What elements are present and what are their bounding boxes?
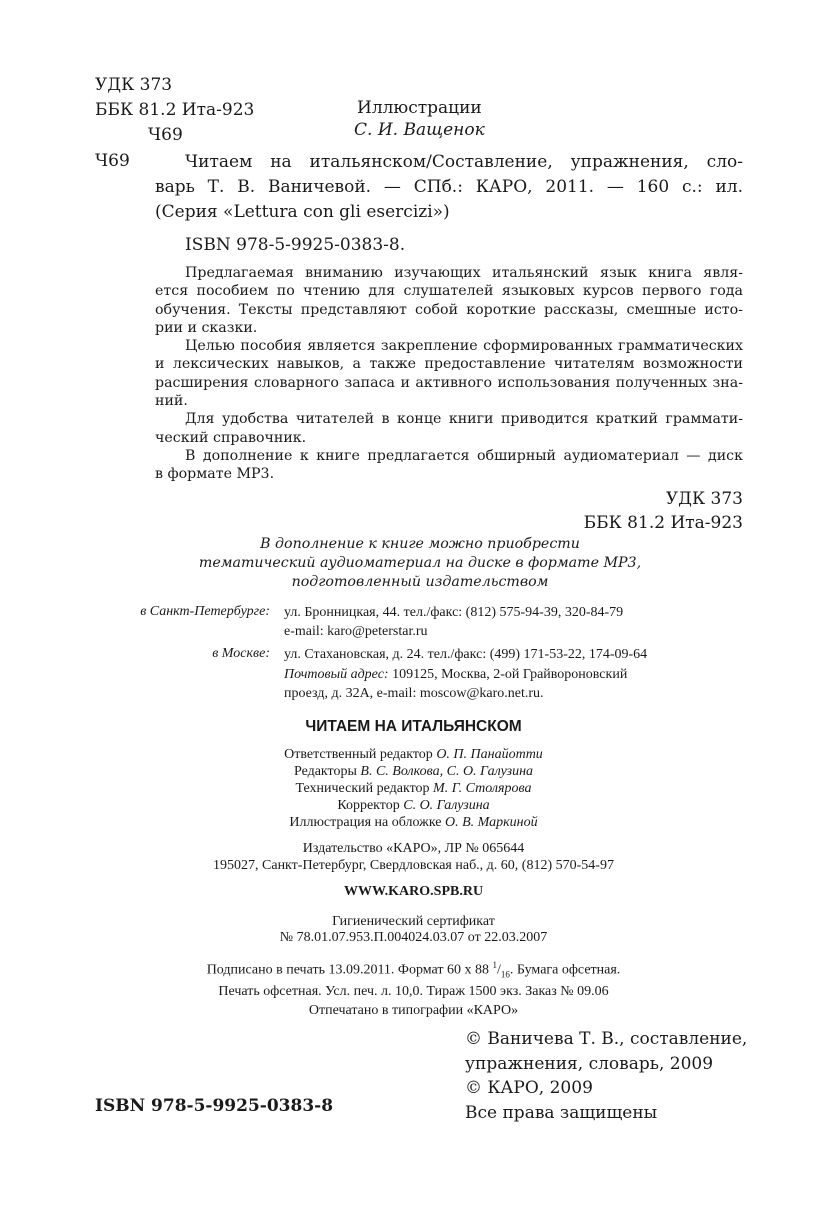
credit-line	[0, 814, 827, 831]
catalog-line: (Серия «Lettura con gli esercizi»)	[155, 202, 450, 222]
certificate	[0, 914, 827, 946]
credit-line	[0, 763, 827, 780]
contact-msk-postal	[284, 665, 647, 685]
annotation-line: В дополнение к книге предлагается обширный аудиоматериал — диск	[185, 447, 743, 464]
audio-note-line: подготовленный издательством	[291, 574, 549, 590]
certificate-title: Гигиенический сертификат	[332, 914, 495, 929]
annotation-line: Предлагаемая вниманию изучающих итальянский язык книга явля-	[185, 265, 743, 281]
udk-code: УДК 373	[95, 75, 173, 95]
rights-reserved: Все права защищены	[465, 1102, 658, 1123]
copyright	[465, 1027, 747, 1125]
contact-spb-email: e-mail: karo@peterstar.ru	[284, 624, 428, 639]
copyright-line: © КАРО, 2009	[465, 1078, 593, 1098]
print-text: Подписано в печать 13.09.2011. Формат 60 x 88	[206, 962, 493, 978]
illustrator-name: С. И. Ващенок	[354, 120, 485, 140]
credit-name: В. С. Волкова, С. О. Галузина	[360, 764, 534, 779]
contact-msk-address: ул. Стахановская, д. 24. тел./факс: (499) 171-53-22, 174-09-64	[284, 647, 648, 662]
copyright-line: упражнения, словарь, 2009	[465, 1053, 714, 1074]
audio-note-line: В дополнение к книге можно приобрести	[260, 536, 580, 552]
contact-spb-label: в Санкт-Петербурге:	[140, 604, 270, 619]
catalog-mark: Ч69	[95, 151, 130, 171]
author-mark: Ч69	[148, 125, 183, 145]
bbk-code: ББК 81.2 Ита-923	[95, 100, 255, 120]
print-text: . Бумага офсетная.	[509, 962, 621, 978]
annotation-line: Целью пособия является закрепление сформированных грамматических	[185, 338, 743, 355]
annotation-line: Для удобства читателей в конце книги приводится краткий граммати-	[185, 411, 743, 428]
audio-note-line: тематический аудиоматериал на диске в формате MP3,	[198, 555, 642, 571]
publisher-license: Издательство «КАРО», ЛР № 065644	[302, 841, 525, 856]
credit-line	[0, 746, 827, 763]
credit-role: Редакторы	[293, 764, 361, 779]
annotation-line: ческий справочник.	[155, 429, 307, 446]
credit-name: С. О. Галузина	[403, 798, 490, 813]
print-info	[0, 957, 827, 1000]
publisher-address: 195027, Санкт-Петербург, Свердловская наб., д. 60, (812) 570-54-97	[213, 858, 614, 873]
credits	[0, 746, 827, 831]
catalog-isbn: ISBN 978-5-9925-0383-8.	[185, 235, 406, 255]
credit-line	[0, 780, 827, 797]
annotation	[155, 264, 743, 484]
contact-msk-email: проезд, д. 32А, e-mail: moscow@karo.net.ru.	[284, 686, 544, 701]
annotation-line: в формате MP3.	[155, 466, 275, 483]
illustrations-label: Иллюстрации	[357, 98, 482, 118]
credit-role: Корректор	[337, 798, 404, 813]
annotation-udk: УДК 373	[665, 489, 743, 509]
credit-role: Иллюстрация на обложке	[289, 815, 445, 830]
contact-msk	[284, 645, 647, 704]
annotation-line: ний.	[155, 393, 188, 410]
postal-address: 109125, Москва, 2-ой Грайвороновский	[388, 666, 628, 682]
contact-msk-label: в Москве:	[212, 646, 270, 661]
book-title: ЧИТАЕМ НА ИТАЛЬЯНСКОМ	[305, 718, 522, 735]
annotation-line: и лексических навыков, а также предоставление читателям возможности	[155, 356, 743, 373]
credit-role: Ответственный редактор	[284, 747, 437, 762]
format-fraction-numerator: 1	[492, 960, 498, 970]
format-fraction-denominator: 16	[500, 969, 510, 980]
certificate-number: № 78.01.07.953.П.004024.03.07 от 22.03.2007	[279, 930, 548, 945]
publisher-website: WWW.KARO.SPB.RU	[343, 884, 484, 899]
annotation-bbk: ББК 81.2 Ита-923	[583, 513, 743, 533]
annotation-line: расширения словарного запаса и активного использования полученных зна-	[155, 374, 743, 391]
publisher-info	[0, 840, 827, 874]
audio-note	[120, 535, 720, 592]
credit-name: О. П. Панайотти	[436, 747, 543, 762]
footer-isbn: ISBN 978-5-9925-0383-8	[95, 1096, 334, 1116]
annotation-line: ется пособием по чтению для слушателей языковых курсов первого года	[155, 283, 743, 300]
contact-spb	[284, 603, 623, 641]
contact-spb-address: ул. Бронницкая, 44. тел./факс: (812) 575-94-39, 320-84-79	[284, 605, 624, 620]
credit-name: О. В. Маркиной	[445, 815, 538, 830]
catalog-description	[155, 150, 743, 225]
catalog-line: варь Т. В. Ваничевой. — СПб.: КАРО, 2011. — 160 с.: ил.	[155, 177, 743, 197]
annotation-line: обучения. Тексты представляют собой короткие рассказы, смешные исто-	[155, 301, 743, 318]
catalog-line: Читаем на итальянском/Составление, упражнения, сло-	[185, 152, 743, 172]
postal-label: Почтовый адрес:	[284, 666, 389, 682]
credit-role: Технический редактор	[295, 781, 434, 796]
print-line-1: Подписано в печать 13.09.2011. Формат 60 x 88 $^1/_{16}$. Бумага офсетная.	[206, 960, 621, 980]
copyright-line: © Ваничева Т. В., составление,	[465, 1029, 748, 1049]
credit-name: М. Г. Столярова	[433, 781, 532, 796]
printed-at: Отпечатано в типографии «КАРО»	[308, 1003, 519, 1018]
print-line-2: Печать офсетная. Усл. печ. л. 10,0. Тираж 1500 экз. Заказ № 09.06	[218, 984, 609, 1000]
credit-line	[0, 797, 827, 814]
annotation-line: рии и сказки.	[155, 319, 258, 336]
